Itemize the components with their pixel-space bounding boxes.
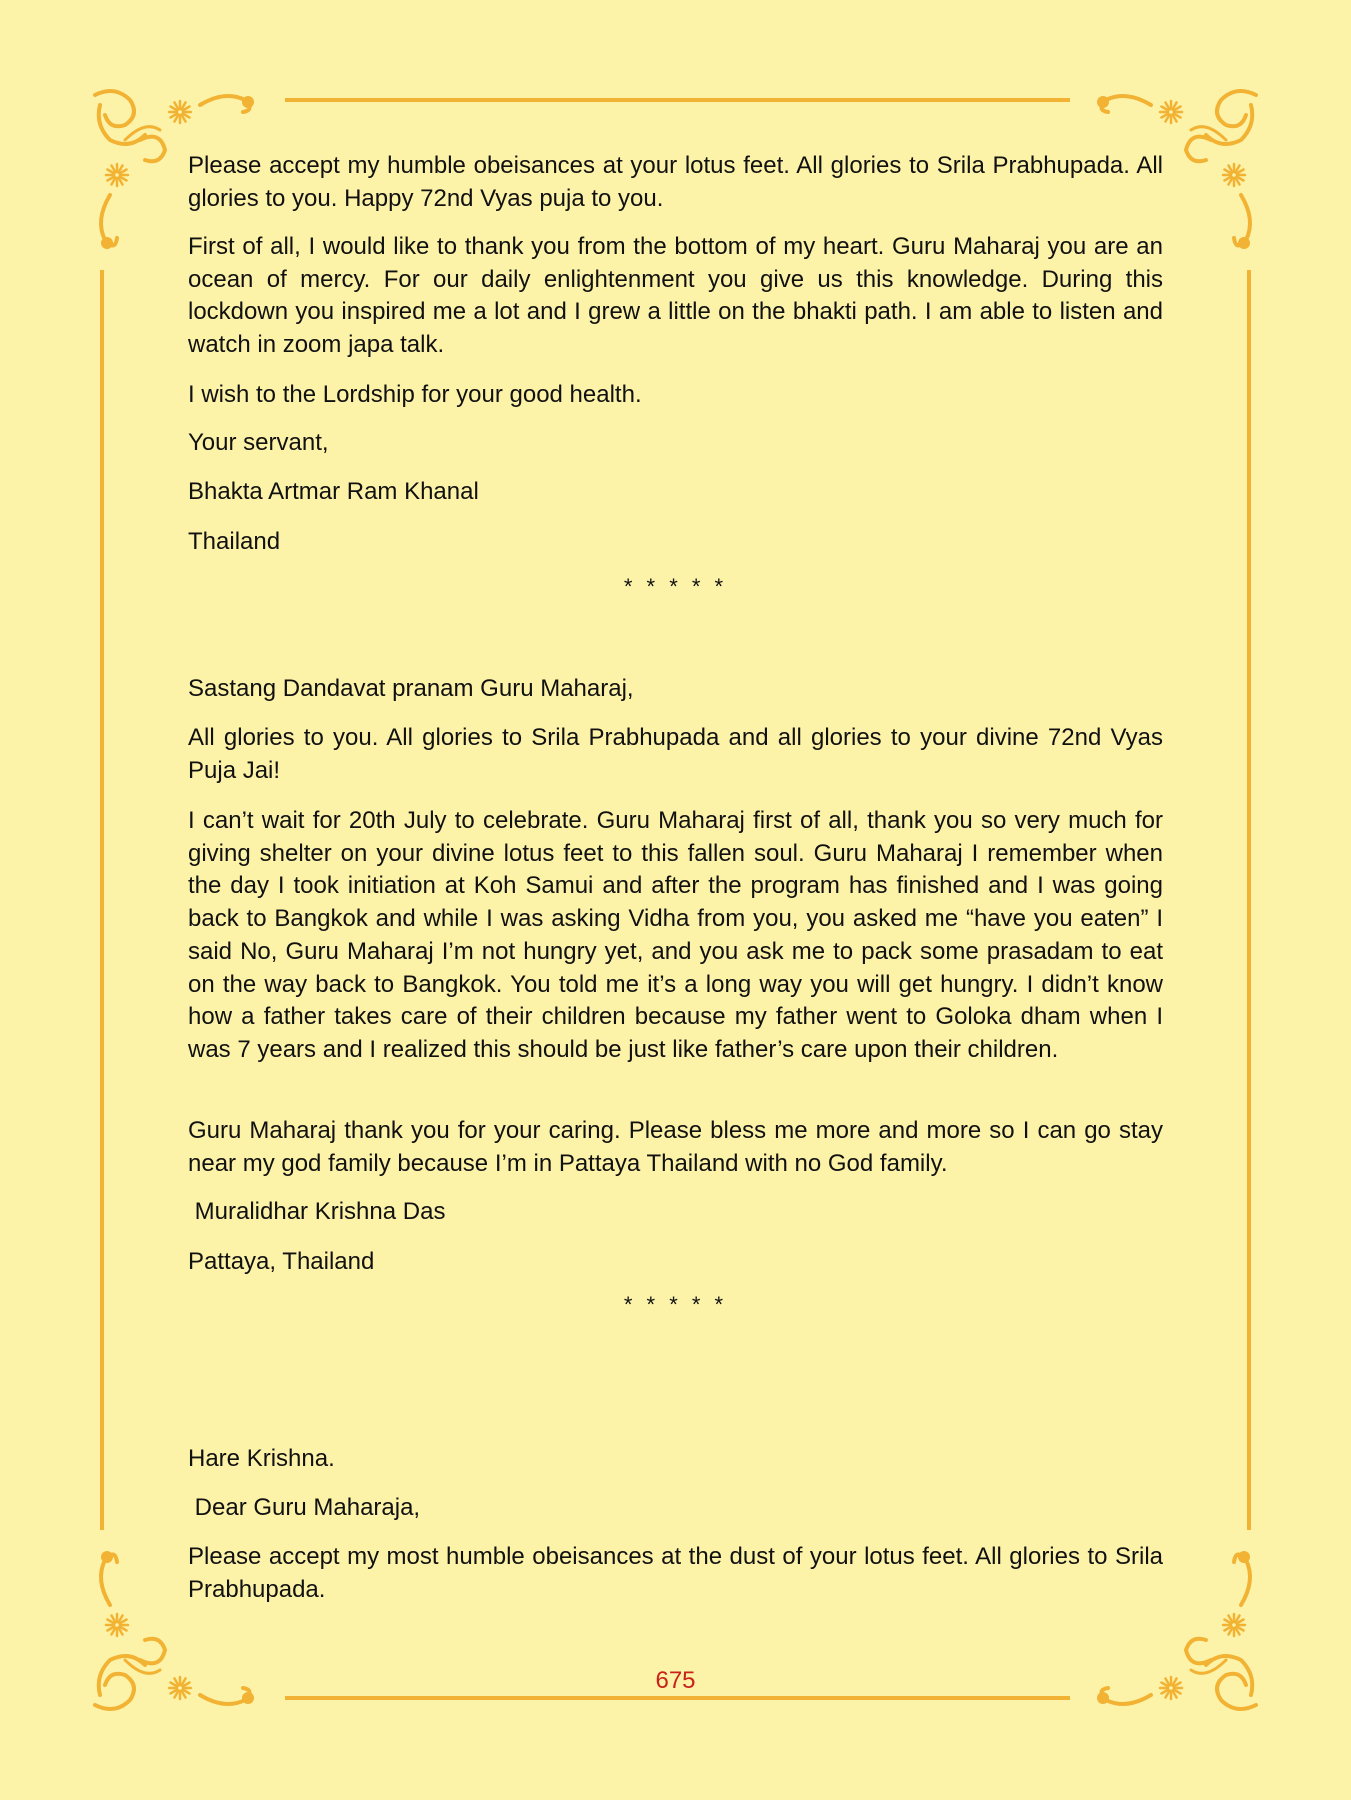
closing: Your servant, xyxy=(188,429,329,456)
salutation: Dear Guru Maharaja, xyxy=(188,1494,421,1521)
separator: * * * * * xyxy=(623,574,728,599)
salutation: Sastang Dandavat pranam Guru Maharaj, xyxy=(188,675,634,702)
paragraph: I can’t wait for 20th July to celebrate. Guru Maharaj first of all, thank you so very much for giving shelter on your divine lotus feet to this fallen soul. Guru Maharaj I remember when the day I took initiation at Koh Samui and after the program has finished and I was going back to Bangkok and while I was asking Vidha from you, you asked me “have you eaten” I said No, Guru Maharaj I’m not hungry yet, and you ask me to pack some prasadam to eat on the way back to Bangkok. You told me it’s a long way you will get hungry. I didn’t know how a father takes care of their children because my father went to Goloka dham when I was 7 years and I realized this should be just like father’s care upon their children. xyxy=(188,807,1163,1063)
paragraph: I wish to the Lordship for your good health. xyxy=(188,381,642,408)
paragraph: Please accept my most humble obeisances at the dust of your lotus feet. All glories to Srila Prabhupada. xyxy=(188,1543,1163,1603)
border-left xyxy=(100,270,104,1530)
border-top xyxy=(285,98,1070,102)
paragraph: Please accept my humble obeisances at your lotus feet. All glories to Srila Prabhupada. All glories to you. Happy 72nd Vyas puja to you. xyxy=(188,152,1163,212)
page-number: 675 xyxy=(655,1667,696,1694)
signature-name: Bhakta Artmar Ram Khanal xyxy=(188,478,479,505)
greeting: Hare Krishna. xyxy=(188,1445,335,1472)
border-right xyxy=(1247,270,1251,1530)
paragraph: First of all, I would like to thank you from the bottom of my heart. Guru Maharaj you are an ocean of mercy. For our daily enlightenment you give us this knowledge. During this lockdown you inspired me a lot and I grew a little on the bhakti path. I am able to listen and watch in zoom japa talk. xyxy=(188,233,1163,359)
signature-location: Pattaya, Thailand xyxy=(188,1248,375,1275)
separator: * * * * * xyxy=(623,1292,728,1317)
border-bottom xyxy=(285,1696,1070,1700)
paragraph: All glories to you. All glories to Srila Prabhupada and all glories to your divine 72nd Vyas Puja Jai! xyxy=(188,724,1163,784)
paragraph: Guru Maharaj thank you for your caring. Please bless me more and more so I can go stay near my god family because I’m in Pattaya Thailand with no God family. xyxy=(188,1117,1163,1177)
signature-location: Thailand xyxy=(188,528,281,555)
signature-name: Muralidhar Krishna Das xyxy=(188,1198,446,1225)
